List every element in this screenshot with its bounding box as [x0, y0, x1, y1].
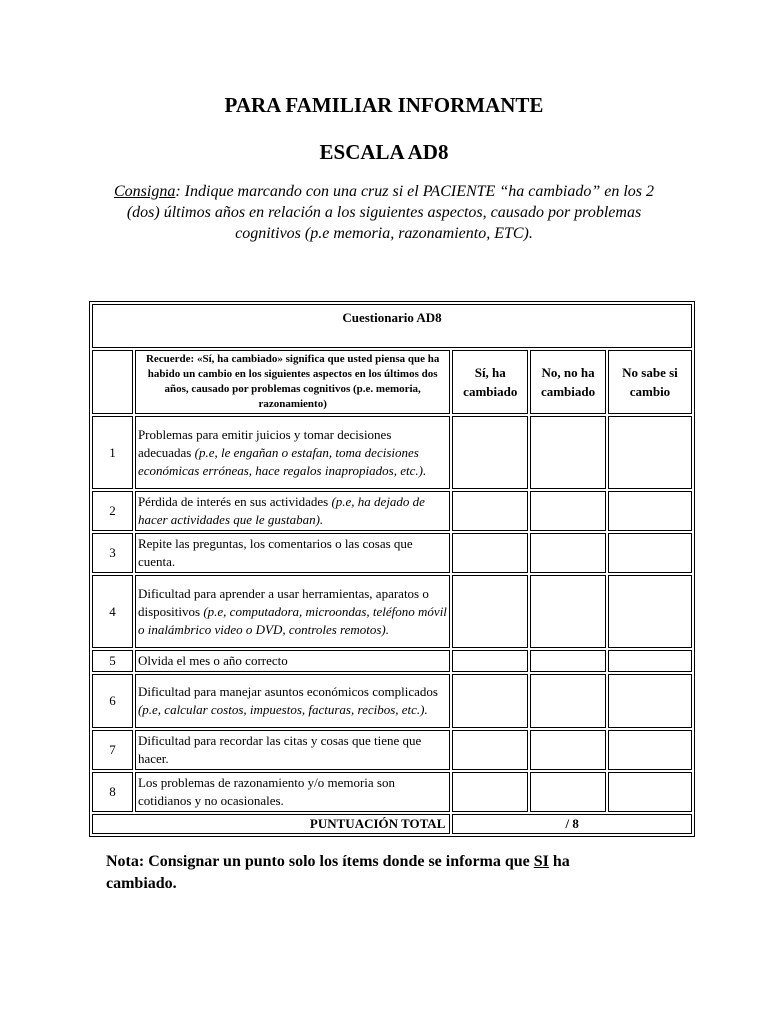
item-number: 3: [92, 533, 133, 573]
answer-cell-unknown[interactable]: [608, 650, 692, 672]
item-description: [135, 650, 450, 672]
answer-cell-not-changed[interactable]: [530, 491, 606, 531]
item-text: Pérdida de interés en sus actividades: [137, 494, 332, 509]
item-number: 5: [92, 650, 133, 672]
footnote-emphasis: SI: [533, 853, 549, 870]
footnote-suffix: ha cambiado.: [106, 853, 570, 892]
answer-cell-changed[interactable]: [452, 730, 528, 770]
answer-cell-changed[interactable]: [452, 533, 528, 573]
item-number: 2: [92, 491, 133, 531]
item-example: (p.e, le engañan o estafan, toma decisiones económicas erróneas, hace regalos inapropiados, etc.).: [137, 444, 427, 478]
table-row: [92, 772, 692, 812]
column-header-changed: Sí, ha cambiado: [452, 350, 528, 414]
total-score-value: / 8: [452, 814, 692, 834]
table-row: [92, 491, 692, 531]
table-row: [92, 730, 692, 770]
item-description: [135, 416, 450, 489]
item-number: 6: [92, 674, 133, 728]
questionnaire-title: Cuestionario AD8: [92, 304, 692, 348]
answer-cell-not-changed[interactable]: [530, 772, 606, 812]
item-number: 8: [92, 772, 133, 812]
item-example: (p.e, calcular costos, impuestos, facturas, recibos, etc.).: [137, 702, 428, 717]
column-header-not-changed: No, no ha cambiado: [530, 350, 606, 414]
column-header-unknown: No sabe si cambio: [608, 350, 692, 414]
item-description: [135, 575, 450, 648]
table-row: [92, 533, 692, 573]
item-text: Problemas para emitir juicios y tomar decisiones adecuadas: [137, 426, 392, 460]
answer-cell-unknown[interactable]: [608, 416, 692, 489]
item-text: Dificultad para manejar asuntos económicos complicados: [137, 684, 438, 699]
item-number: 4: [92, 575, 133, 648]
answer-cell-not-changed[interactable]: [530, 730, 606, 770]
total-score-label: PUNTUACIÓN TOTAL: [92, 814, 450, 834]
page-title: PARA FAMILIAR INFORMANTE: [224, 93, 544, 117]
instructions-label: Consigna: [114, 183, 176, 200]
answer-cell-not-changed[interactable]: [530, 533, 606, 573]
item-description: [135, 533, 450, 573]
answer-cell-unknown[interactable]: [608, 730, 692, 770]
item-number: 1: [92, 416, 133, 489]
item-description: [135, 491, 450, 531]
answer-cell-changed[interactable]: [452, 575, 528, 648]
answer-cell-changed[interactable]: [452, 650, 528, 672]
item-text: Olvida el mes o año correcto: [137, 653, 288, 668]
answer-cell-changed[interactable]: [452, 416, 528, 489]
answer-cell-not-changed[interactable]: [530, 650, 606, 672]
table-row: [92, 674, 692, 728]
answer-cell-unknown[interactable]: [608, 575, 692, 648]
item-text: Dificultad para aprender a usar herramientas, aparatos o dispositivos: [137, 585, 429, 619]
answer-cell-unknown[interactable]: [608, 674, 692, 728]
answer-cell-unknown[interactable]: [608, 772, 692, 812]
item-number: 7: [92, 730, 133, 770]
table-row: [92, 575, 692, 648]
instructions-text: : Indique marcando con una cruz si el PACIENTE “ha cambiado” en los 2 (dos) últimos años en relación a los siguientes aspectos, causado por problemas cognitivos (p.e memoria, razonamiento, ETC).: [126, 183, 654, 242]
table-row: [92, 650, 692, 672]
header-spacer-cell: [92, 350, 133, 414]
instructions: [100, 181, 668, 244]
answer-cell-not-changed[interactable]: [530, 416, 606, 489]
answer-cell-changed[interactable]: [452, 772, 528, 812]
item-example: (p.e, computadora, microondas, teléfono móvil o inalámbrico video o DVD, controles remotos).: [137, 603, 447, 637]
item-description: [135, 674, 450, 728]
answer-cell-unknown[interactable]: [608, 491, 692, 531]
footnote: [106, 851, 626, 895]
item-text: Los problemas de razonamiento y/o memoria son cotidianos y no ocasionales.: [137, 775, 395, 808]
ad8-questionnaire-table: [89, 301, 695, 837]
item-text: Repite las preguntas, los comentarios o las cosas que cuenta.: [137, 536, 413, 569]
remember-note: Recuerde: «Sí, ha cambiado» significa que usted piensa que ha habido un cambio en los siguientes aspectos en los últimos dos años, causado por problemas cognitivos (p.e. memoria, razonamiento): [135, 350, 450, 414]
item-text: Dificultad para recordar las citas y cosas que tiene que hacer.: [137, 733, 422, 766]
answer-cell-changed[interactable]: [452, 674, 528, 728]
table-row: [92, 416, 692, 489]
scale-title: ESCALA AD8: [319, 140, 449, 164]
answer-cell-not-changed[interactable]: [530, 674, 606, 728]
footnote-prefix: Nota: Consignar un punto solo los ítems donde se informa que: [106, 853, 534, 870]
answer-cell-unknown[interactable]: [608, 533, 692, 573]
answer-cell-not-changed[interactable]: [530, 575, 606, 648]
answer-cell-changed[interactable]: [452, 491, 528, 531]
item-description: [135, 772, 450, 812]
item-description: [135, 730, 450, 770]
item-example: (p.e, ha dejado de hacer actividades que le gustaban).: [137, 494, 425, 527]
